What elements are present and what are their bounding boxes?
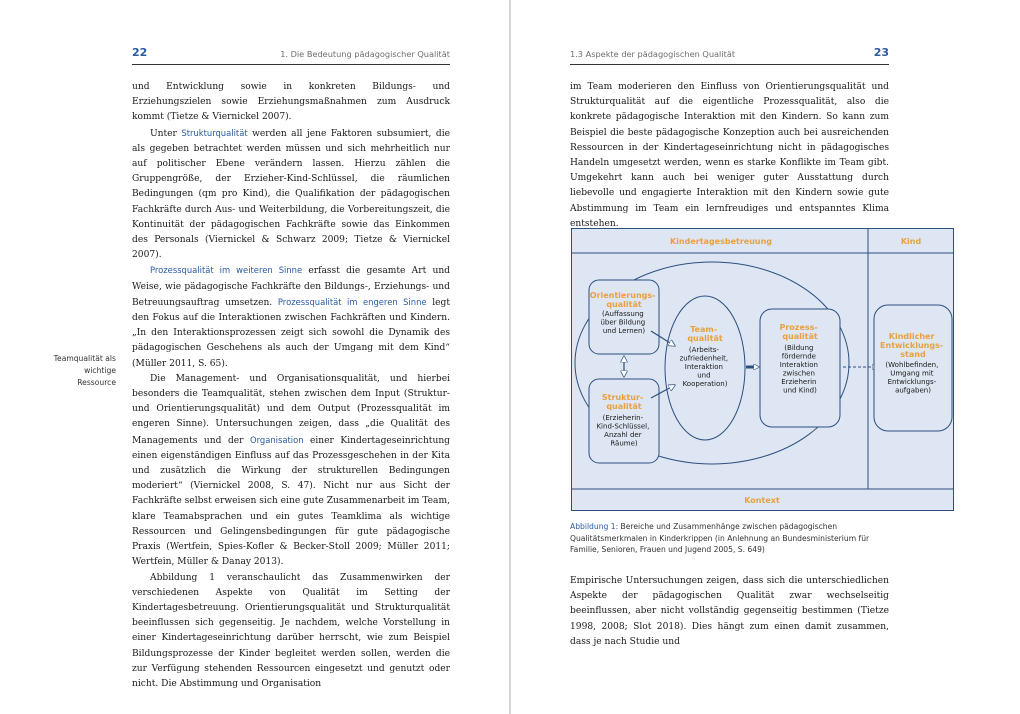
figure-caption [570, 521, 889, 556]
keyword-strukturqualitaet[interactable]: Strukturqualität [181, 127, 248, 138]
orientierung-text: (Auffassung über Bildung und Lernen) [600, 310, 646, 335]
text-run: legt den Fokus auf die Interaktionen zwischen Fachkräften und Kindern. „In den Interaktionsprozessen zeigt sich sowohl die Dynamik des pädagogischen Geschehens als auch der Umgang mit dem Kind“ (Müller 2011, S. 65). [132, 297, 450, 369]
keyword-organisation[interactable]: Organisation [250, 434, 304, 445]
text-run: einer Kindertageseinrichtung einen eigenständigen Einfluss auf das Prozessgeschehen in der Kita und zusätzlich die Wirkung der strukturellen Bedingungen moderiert“ (Viernickel 2008, S. 47). Nicht nur aus Sicht der Fachkräfte selbst erweisen sich eine gute Zusammenarbeit im Team, klare Teamabsprachen und ein gutes Teamklima als wichtige Ressourcen und Gelingensbedingungen für gute pädagogische Praxis (Wertfein, Spies-Kofler & Becker-Stoll 2009; Müller 2011; Wertfein, Müller & Danay 2013). [132, 435, 450, 568]
team-title: Team- qualität [687, 325, 723, 343]
team-text: (Arbeits- zufriedenheit, Interaktion und Kooperation) [679, 346, 729, 388]
prozess-title: Prozess- qualität [779, 323, 818, 341]
right-body-text-top [570, 80, 889, 232]
header-kindertagesbetreuung: Kindertagesbetreuung [669, 237, 773, 246]
running-head-right: 1.3 Aspekte der pädagogischen Qualität [570, 49, 736, 59]
struktur-title: Struktur- qualität [601, 393, 644, 411]
header-rule-left [132, 64, 450, 65]
paragraph-right-2: Empirische Untersuchungen zeigen, dass sich die unterschiedlichen Aspekte der pädagogischen Qualität zwar wechselseitig beeinflussen, aber nicht vollständig gegenseitig bestimmen (Tietze 1998, 2008; Slot 2018). Dies hängt zum einen damit zusammen, dass je nach Studie und [570, 576, 889, 647]
footer-kontext: Kontext [744, 496, 780, 505]
quality-diagram [571, 228, 954, 511]
left-running-header [132, 47, 450, 65]
prozess-text: (Bildung fördernde Interaktion zwischen Erzieherin und Kind) [779, 344, 818, 395]
paragraph-4 [132, 372, 450, 571]
text-run: Die Management- und Organisationsqualität, und hierbei besonders die Teamqualität, stehen zwischen dem Input (Struktur- und Orientierungsqualität) und dem Output (Prozessqualität im engeren Sinne). Untersuchungen zeigen, dass „die Qualität des Managements und der [132, 373, 450, 446]
paragraph-2 [132, 126, 450, 264]
kind-text: (Wohlbefinden, Umgang mit Entwicklungs- aufgaben) [885, 361, 939, 395]
caption-text: Bereiche und Zusammenhänge zwischen pädagogischen Qualitätsmerkmalen in Kinderkrippen (in Anlehnung an Bundesministerium für Familie, Senioren, Frauen und Jugend 2005, S. 649) [570, 522, 870, 554]
book-spine [509, 0, 511, 714]
page-number-right: 23 [873, 46, 889, 59]
kind-title: Kindlicher Entwicklungs- stand [880, 332, 944, 359]
paragraph-5: Abbildung 1 veranschaulicht das Zusammenwirken der verschiedenen Aspekte von Qualität im Setting der Kindertagesbetreuung. Orientierungsqualität und Strukturqualität beeinflussen sich gegenseitig. Je nachdem, welche Vorstellung in einer Kindertageseinrichtung darüber herrscht, wie zum Beispiel Bildungsprozesse der Kinder begleitet werden sollen, werden die zur Verfügung stehenden Ressourcen eingesetzt und genutzt oder nicht. Die Abstimmung und Organisation [132, 572, 450, 689]
orientierung-title: Orientierungs- qualität [589, 291, 656, 309]
text-run: werden all jene Faktoren subsumiert, die als gegeben betrachtet werden müssen und sich mehrheitlich nur auf politischer Ebene verändern lassen. Hierzu zählen die Gruppengröße, der Erzieher-Kind-Schlüssel, die räumlichen Bedingungen (qm pro Kind), die Qualifikation der pädagogischen Fachkräfte durch Aus- und Weiterbildung, die Vorbereitungszeit, die Kontinuität der pädagogischen Fachkräfte sowie das Einkommen des Personals (Viernickel & Schwarz 2009; Tietze & Viernickel 2007). [132, 128, 450, 261]
caption-label: Abbildung 1: [570, 522, 619, 531]
keyword-prozessqualitaet-weiter[interactable]: Prozessqualität im weiteren Sinne [150, 265, 303, 276]
paragraph-1: und Entwicklung sowie in konkreten Bildungs- und Erziehungszielen sowie Erziehungsmaßnahmen zum Ausdruck kommt (Tietze & Viernickel 2007). [132, 82, 450, 123]
right-running-header [570, 47, 889, 65]
left-body-text [132, 80, 450, 692]
text-run: erfasst die gesamte Art und Weise, wie pädagogische Fachkräfte den Bildungs-, Erziehungs- und Betreuungsauftrag umsetzen. [132, 266, 450, 308]
struktur-text: (Erzieherin- Kind-Schlüssel, Anzahl der Räume) [596, 414, 650, 448]
paragraph-3 [132, 263, 450, 371]
right-body-text-bottom [570, 574, 889, 650]
page-number-left: 22 [132, 46, 148, 59]
text-run: Unter [150, 128, 182, 139]
paragraph-right-1: im Team moderieren den Einfluss von Orientierungsqualität und Strukturqualität auf die eigentliche Prozessqualität, also die konkrete pädagogische Interaktion mit den Kindern. So kann zum Beispiel die beste pädagogische Konzeption auch bei ausreichenden Ressourcen in der Kindertageseinrichtung nicht in pädagogisches Handeln umgesetzt werden, wenn es starke Konflikte im Team gibt. Umgekehrt kann auch bei weniger guter Ausstattung durch liebevolle und engagierte Interaktion mit den Kindern sowie gute Abstimmung im Team ein lernfreudiges und entspanntes Klima entstehen. [570, 82, 889, 229]
running-head-left: 1. Die Bedeutung pädagogischer Qualität [280, 49, 450, 59]
header-kind: Kind [900, 237, 922, 246]
margin-note: Teamqualität als wichtige Ressource [53, 354, 116, 387]
keyword-prozessqualitaet-enger[interactable]: Prozessqualität im engeren Sinne [277, 296, 427, 307]
header-rule-right [570, 64, 889, 65]
